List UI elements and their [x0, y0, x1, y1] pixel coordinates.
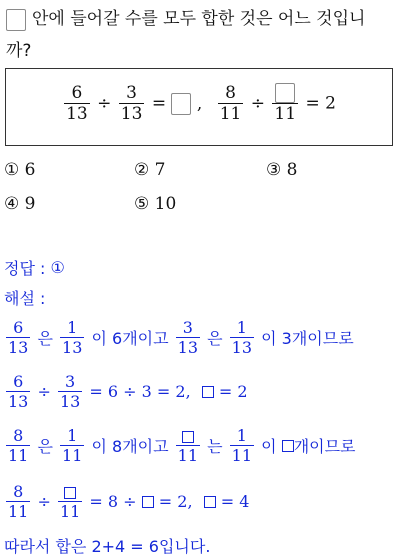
divide-sign: ÷ — [97, 93, 112, 114]
explanation-line-1: $\frac{6}{13}$ 은 $\frac{1}{13}$ 이 6개이고 $\frac{3}{13}$ 은 $\frac{1}{13}$ 이 3개이므로 — [8, 318, 354, 357]
equation-box — [5, 68, 393, 146]
blank-square-icon — [142, 496, 154, 508]
explanation-line-3: $\frac{8}{11}$ 은 $\frac{1}{11}$ 이 8개이고 11 는 $\frac{1}{11}$ 이 개이므로 — [8, 426, 356, 465]
explanation-line-4: $\frac{8}{11}$ ÷ 11 = 8 ÷ = 2, = 4 — [8, 482, 250, 521]
explanation-line-2: $\frac{6}{13}$ ÷ $\frac{3}{13}$ = 6 ÷ 3 = 2, = 2 — [8, 372, 248, 411]
answer-label: 정답 : — [4, 259, 46, 278]
answer-blank-box — [6, 9, 26, 31]
choice-1[interactable]: ① 6 — [4, 160, 36, 180]
fraction-6-13: $\frac{6}{13}$ — [66, 83, 88, 124]
blank-square-icon — [204, 496, 216, 508]
fraction-blank-11: 11 — [272, 83, 298, 124]
comma: , — [196, 93, 203, 114]
explanation-label: 해설 : — [4, 289, 46, 308]
blank-box-2[interactable] — [275, 83, 295, 103]
question-text — [6, 6, 365, 32]
equals-sign-2: = — [305, 93, 320, 114]
fraction-3-13: $\frac{3}{13}$ — [120, 83, 143, 124]
divide-sign-2: ÷ — [250, 93, 265, 114]
blank-square-icon — [282, 440, 294, 452]
equation-row — [6, 83, 392, 124]
fraction-8-11: $\frac{8}{11}$ — [219, 83, 242, 124]
equation-result: 2 — [325, 93, 336, 114]
choice-2[interactable]: ② 7 — [134, 160, 166, 180]
choice-3[interactable]: ③ 8 — [266, 160, 298, 180]
question-line-1: 안에 들어갈 수를 모두 합한 것은 어느 것입니 — [32, 9, 366, 29]
question-line-2: 까? — [6, 41, 32, 61]
answer-value: ① — [50, 258, 65, 277]
explanation-final: 따라서 합은 2+4 = 6입니다. — [4, 537, 211, 556]
choice-4[interactable]: ④ 9 — [4, 194, 36, 214]
blank-box-1[interactable] — [171, 93, 191, 115]
answer-line — [4, 256, 65, 279]
blank-square-icon — [202, 386, 214, 398]
equals-sign: = — [151, 93, 167, 114]
choice-5[interactable]: ⑤ 10 — [134, 194, 177, 214]
